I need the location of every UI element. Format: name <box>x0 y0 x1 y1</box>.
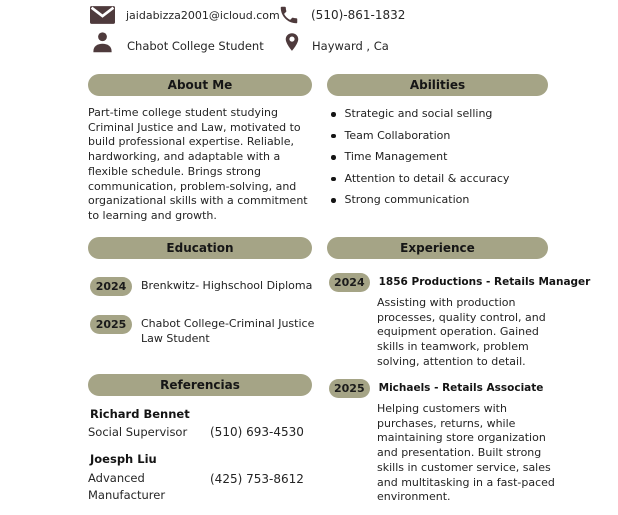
reference-role: Social Supervisor <box>88 425 188 439</box>
contact-phone: (510)-861-1832 <box>311 8 406 22</box>
section-header-abilities-label: Abilities <box>409 78 466 92</box>
section-header-experience <box>327 237 548 259</box>
contact-email: jaidabizza2001@icloud.com <box>126 9 280 22</box>
bullet-icon <box>331 198 336 203</box>
list-item: Strong communication <box>327 193 551 206</box>
section-header-experience-label: Experience <box>400 241 475 255</box>
reference-role: Advanced Manufacturer <box>88 471 166 502</box>
reference-name: Joesph Liu <box>90 452 157 466</box>
experience-item-header <box>329 379 543 398</box>
education-item <box>90 315 318 346</box>
year-badge: 2024 <box>329 273 370 292</box>
list-item: Strategic and social selling <box>327 107 551 120</box>
bullet-icon <box>331 177 336 182</box>
bullet-icon <box>331 134 336 139</box>
education-item <box>90 277 318 296</box>
list-item: Attention to detail & accuracy <box>327 172 551 185</box>
location-icon <box>282 31 302 53</box>
list-item: Team Collaboration <box>327 129 551 142</box>
abilities-list <box>327 107 551 215</box>
reference-name: Richard Bennet <box>90 407 190 421</box>
experience-item-header <box>329 273 590 292</box>
list-item: Time Management <box>327 150 551 163</box>
education-item-label: Chabot College-Criminal Justice Law Student <box>141 317 315 345</box>
bullet-icon <box>331 112 336 117</box>
section-header-about-me <box>88 74 312 96</box>
experience-item-title: 1856 Productions - Retails Manager <box>378 276 591 288</box>
experience-item-title: Michaels - Retails Associate <box>378 382 544 394</box>
contact-location: Hayward , Ca <box>312 39 389 53</box>
experience-item-description: Helping customers with purchases, returns, while maintaining store organization and presentation. Built strong skills in customer service, sales and multitasking in a fast-paced environment. <box>377 402 555 504</box>
phone-icon <box>278 4 300 26</box>
section-header-education-label: Education <box>166 241 234 255</box>
reference-phone: (510) 693-4530 <box>210 425 304 439</box>
year-badge: 2025 <box>90 315 132 334</box>
year-badge: 2025 <box>329 379 370 398</box>
section-header-references-label: Referencias <box>160 378 240 392</box>
contact-role: Chabot College Student <box>127 39 264 53</box>
section-header-abilities <box>327 74 548 96</box>
reference-phone: (425) 753-8612 <box>210 472 304 486</box>
section-header-education <box>88 237 312 259</box>
section-header-about-me-label: About Me <box>167 78 233 92</box>
about-me-text: Part-time college student studying Criminal Justice and Law, motivated to build professional expertise. Reliable, hardworking, and adaptable with a flexible schedule. Brings strong communication, problem-solving, and organizational skills with a commitment to learning and growth. <box>88 106 308 222</box>
education-item-label: Brenkwitz- Highschool Diploma <box>141 279 313 292</box>
profile-icon <box>91 31 114 53</box>
experience-item-description: Assisting with production processes, quality control, and equipment operation. Gained skills in teamwork, problem solving, attention to detail. <box>377 296 546 368</box>
section-header-references <box>88 374 312 396</box>
bullet-icon <box>331 155 336 160</box>
year-badge: 2024 <box>90 277 132 296</box>
email-icon <box>90 6 115 24</box>
